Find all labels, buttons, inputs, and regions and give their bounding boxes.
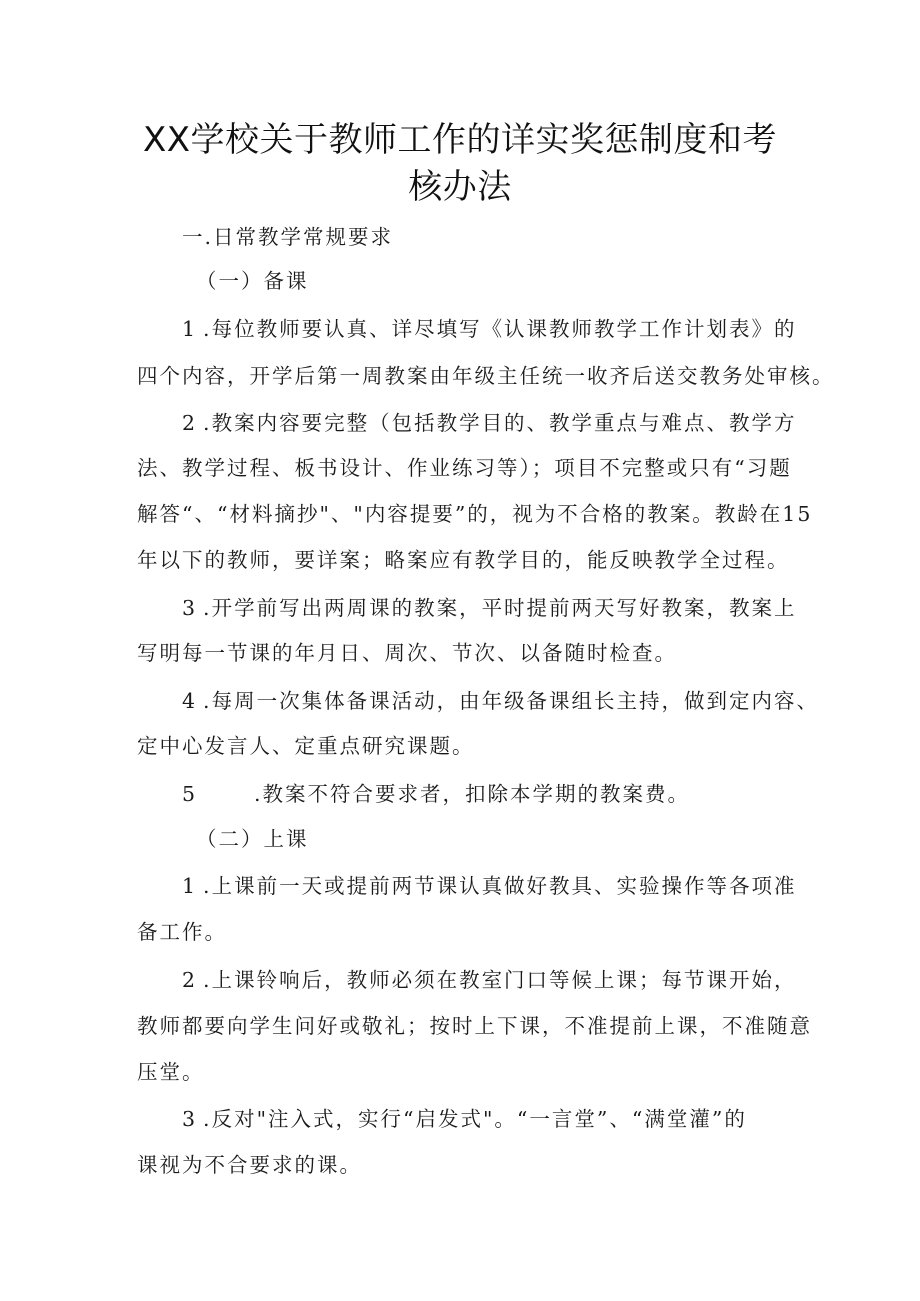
- paragraph-line: [182, 1104, 747, 1134]
- item-number: 2: [182, 411, 198, 435]
- paragraph-line: 解答“、“材料摘抄"、"内容提要”的，视为不合格的教案。教龄在15: [137, 502, 813, 526]
- paragraph-line: [182, 593, 797, 623]
- paragraph-line: 法、教学过程、板书设计、作业练习等）；项目不完整或只有“习题: [137, 456, 792, 480]
- document-title-line-2: 核办法: [408, 167, 512, 207]
- paragraph-line: 备工作。: [137, 920, 227, 944]
- paragraph-line: 课视为不合要求的课。: [137, 1153, 362, 1177]
- item-number: 3: [182, 1107, 198, 1131]
- paragraph-line: 写明每一节课的年月日、周次、节次、以备随时检查。: [137, 641, 677, 665]
- paragraph-line: [182, 686, 819, 716]
- paragraph-line: 四个内容，开学后第一周教案由年级主任统一收齐后送交教务处审核。: [137, 364, 835, 388]
- paragraph-line: [182, 408, 797, 438]
- item-text: .每位教师要认真、详尽填写《认课教师教学工作计划表》的: [203, 317, 797, 341]
- document-title-line-1: XX学校关于教师工作的详实奖惩制度和考: [142, 120, 778, 160]
- paragraph-line: 压堂。: [137, 1060, 205, 1084]
- paragraph-line: 教师都要向学生问好或敬礼；按时上下课，不准提前上课，不准随意: [137, 1014, 812, 1038]
- item-text: .反对"注入式，实行“启发式"。“一言堂”、“满堂灌”的: [203, 1107, 747, 1131]
- paragraph-line: 年以下的教师，要详案；略案应有教学目的，能反映教学全过程。: [137, 548, 790, 572]
- item-text: .教案不符合要求者，扣除本学期的教案费。: [254, 782, 691, 806]
- paragraph-line: [182, 871, 797, 901]
- item-number: 5: [182, 782, 198, 806]
- item-number: 1: [182, 317, 198, 341]
- item-number: 4: [182, 689, 198, 713]
- item-text: .开学前写出两周课的教案，平时提前两天写好教案，教案上: [203, 596, 797, 620]
- item-text: .每周一次集体备课活动，由年级备课组长主持，做到定内容、: [203, 689, 820, 713]
- section-heading: 一.日常教学常规要求: [182, 225, 394, 249]
- subsection-heading-preparation: （一）备课: [196, 269, 309, 293]
- paragraph-line: [182, 965, 797, 995]
- item-number: 1: [182, 874, 198, 898]
- paragraph-line: [182, 779, 690, 809]
- item-number: 2: [182, 968, 198, 992]
- item-text: .教案内容要完整（包括教学目的、教学重点与难点、教学方: [203, 411, 797, 435]
- item-text: .上课前一天或提前两节课认真做好教具、实验操作等各项准: [203, 874, 797, 898]
- item-text: .上课铃响后，教师必须在教室门口等候上课；每节课开始，: [203, 968, 797, 992]
- paragraph-line: [182, 314, 797, 344]
- paragraph-line: 定中心发言人、定重点研究课题。: [137, 734, 475, 758]
- subsection-heading-teaching: （二）上课: [196, 827, 309, 851]
- item-number: 3: [182, 596, 198, 620]
